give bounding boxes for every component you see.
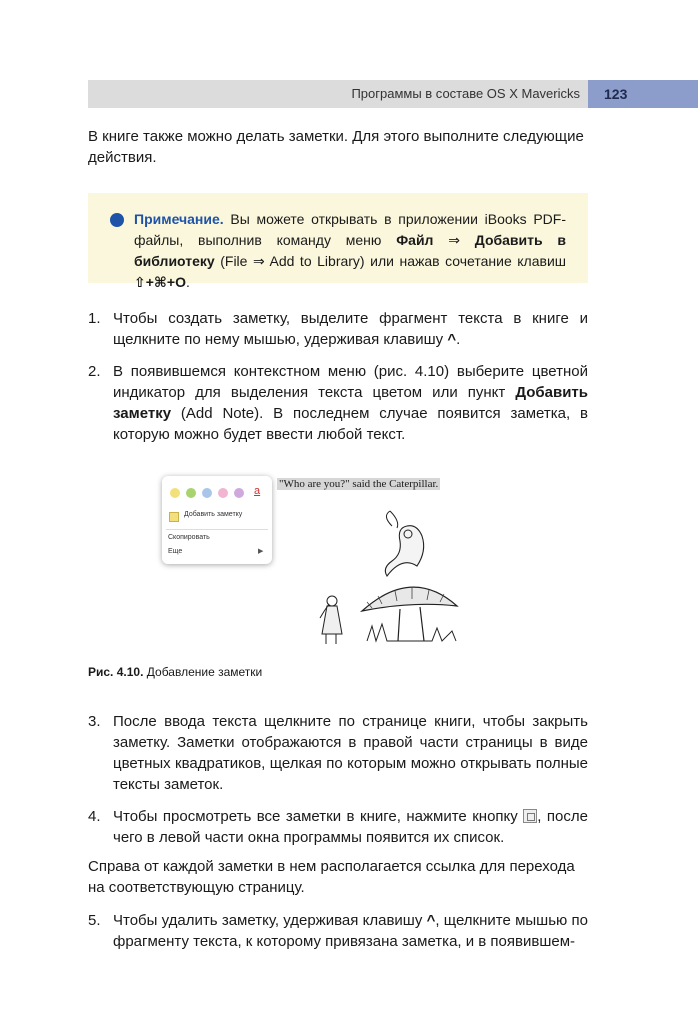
note-box bbox=[88, 193, 588, 290]
pink-color-dot[interactable] bbox=[218, 488, 228, 498]
header-title: Программы в составе OS X Mavericks bbox=[351, 86, 580, 101]
note-text-1: Вы можете открывать в приложении iBooks PDF-файлы, выполнив команду меню bbox=[134, 211, 566, 248]
list-text bbox=[113, 806, 588, 848]
note-shortcut: ⇧+⌘+O bbox=[134, 274, 186, 290]
step-2-bold: Добавить заметку bbox=[113, 384, 588, 422]
list-text: После ввода текста щелкните по странице книги, чтобы закрыть заметку. Заметки отображаются в правой части страницы в виде цветных квадратиков, щелкая по которым можно открывать полные тексты заметок. bbox=[113, 713, 588, 793]
list-number: 3. bbox=[88, 713, 101, 730]
step-4-text-b: , после чего в левой части окна программы появится их список. bbox=[113, 808, 588, 846]
page-number: 123 bbox=[588, 80, 698, 108]
list-number: 5. bbox=[88, 912, 101, 929]
context-menu bbox=[162, 476, 272, 564]
note-bullet-icon bbox=[110, 213, 124, 227]
note-text-2: (File ⇒ Add to Library) или нажав сочетание клавиш bbox=[214, 253, 566, 269]
step-5-text-a: Чтобы удалить заметку, удерживая клавишу bbox=[113, 912, 427, 929]
purple-color-dot[interactable] bbox=[234, 488, 244, 498]
list-text bbox=[113, 910, 588, 952]
control-key-icon: ^ bbox=[447, 331, 457, 348]
note-text bbox=[134, 209, 566, 293]
note-icon bbox=[169, 512, 179, 522]
running-header bbox=[88, 80, 588, 108]
menu-divider bbox=[166, 529, 268, 530]
step-1-text-b: . bbox=[456, 331, 461, 348]
figure-caption bbox=[88, 665, 262, 679]
underline-icon[interactable]: a bbox=[254, 485, 261, 497]
list-text bbox=[113, 308, 588, 350]
intro-paragraph: В книге также можно делать заметки. Для этого выполните следующие действия. bbox=[88, 128, 584, 166]
list-number: 1. bbox=[88, 310, 101, 327]
list-item bbox=[88, 806, 588, 848]
list-item bbox=[88, 910, 588, 952]
submenu-arrow-icon: ▶ bbox=[258, 548, 264, 555]
note-arrow: ⇒ bbox=[433, 232, 475, 248]
figure-4-10 bbox=[162, 466, 462, 644]
list-item bbox=[88, 361, 588, 445]
after-step4-paragraph: Справа от каждой заметки в нем располагается ссылка для перехода на соответствующую страницу. bbox=[88, 858, 575, 896]
step-5-text-b: , щелкните мышью по фрагменту текста, к которому привязана заметка, и в появившем- bbox=[113, 912, 588, 950]
step-2-text-b: (Add Note). В последнем случае появится заметка, в которую можно будет ввести любой текст. bbox=[113, 405, 588, 443]
yellow-color-dot[interactable] bbox=[170, 488, 180, 498]
caption-label: Рис. 4.10. bbox=[88, 665, 144, 679]
note-label: Примечание. bbox=[134, 211, 224, 227]
note-menu-file: Файл bbox=[396, 232, 434, 248]
note-end: . bbox=[185, 274, 190, 290]
green-color-dot[interactable] bbox=[186, 488, 196, 498]
note-menu-add: Добавить в библиотеку bbox=[134, 232, 567, 269]
menu-item-copy[interactable]: Скопировать bbox=[168, 534, 210, 541]
list-number: 2. bbox=[88, 363, 101, 380]
step-2-text-a: В появившемся контекстном меню (рис. 4.10) выберите цветной индикатор для выделения текста цветом или пункт bbox=[113, 363, 588, 401]
caterpillar-illustration bbox=[312, 506, 462, 646]
control-key-icon: ^ bbox=[426, 912, 436, 929]
notes-list-icon bbox=[523, 809, 537, 823]
list-number: 4. bbox=[88, 808, 101, 825]
list-item bbox=[88, 711, 588, 795]
step-1-text-a: Чтобы создать заметку, выделите фрагмент текста в книге и щелкните по нему мышью, удерживая клавишу bbox=[113, 310, 588, 348]
menu-item-more[interactable]: Еще bbox=[168, 548, 183, 555]
menu-item-add-note[interactable]: Добавить заметку bbox=[184, 511, 243, 518]
caption-text: Добавление заметки bbox=[143, 665, 263, 679]
highlighted-quote: "Who are you?" said the Caterpillar. bbox=[279, 478, 439, 490]
list-text bbox=[113, 361, 588, 445]
step-4-text-a: Чтобы просмотреть все заметки в книге, нажмите кнопку bbox=[113, 808, 524, 825]
list-item bbox=[88, 308, 588, 350]
blue-color-dot[interactable] bbox=[202, 488, 212, 498]
